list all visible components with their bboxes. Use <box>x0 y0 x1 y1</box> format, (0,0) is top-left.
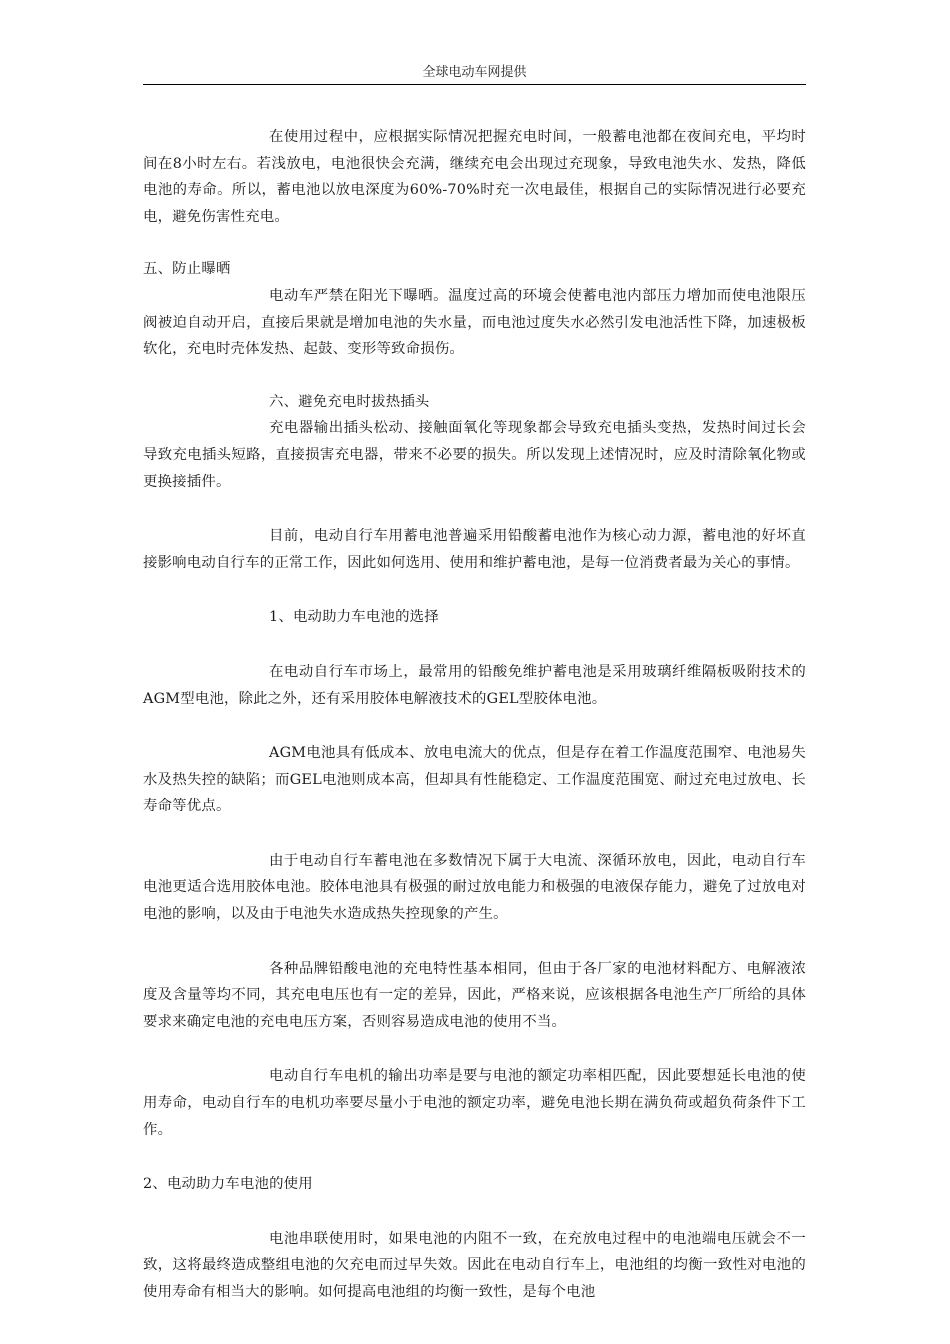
section-heading-battery-usage: 2、电动助力车电池的使用 <box>143 1176 313 1193</box>
paragraph-battery-intro: 目前，电动自行车用蓄电池普遍采用铅酸蓄电池作为核心动力源，蓄电池的好坏直接影响电动自行车的正常工作，因此如何选用、使用和维护蓄电池，是每一位消费者最为关心的事情。 <box>143 528 806 571</box>
paragraph-agm-vs-gel: AGM电池具有低成本、放电电流大的优点，但是存在着工作温度范围窄、电池易失水及热失控的缺陷；而GEL电池则成本高，但却具有性能稳定、工作温度范围宽、耐过充电过放电、长寿命等优点。 <box>143 745 806 815</box>
paragraph-hot-plug: 充电器输出插头松动、接触面氧化等现象都会导致充电插头变热，发热时间过长会导致充电插头短路，直接损害充电器，带来不必要的损失。所以发现上述情况时，应及时清除氧化物或更换接插件。 <box>143 420 806 490</box>
section-heading-battery-selection: 1、电动助力车电池的选择 <box>269 609 439 626</box>
paragraph-series-consistency: 电池串联使用时，如果电池的内阻不一致，在充放电过程中的电池端电压就会不一致，这将最终造成整组电池的欠充电而过早失效。因此在电动自行车上，电池组的均衡一致性对电池的使用寿命有相当大的影响。如何提高电池组的均衡一致性，是每个电池 <box>143 1230 806 1300</box>
page-header: 全球电动车网提供 <box>422 65 527 80</box>
header-divider <box>143 84 806 85</box>
paragraph-sun-exposure: 电动车严禁在阳光下曝晒。温度过高的环境会使蓄电池内部压力增加而使电池限压阀被迫自动开启，直接后果就是增加电池的失水量，而电池过度失水必然引发电池活性下降，加速极板软化，充电时壳体发热、起鼓、变形等致命损伤。 <box>143 287 806 358</box>
paragraph-motor-power: 电动自行车电机的输出功率是要与电池的额定功率相匹配，因此要想延长电池的使用寿命，电动自行车的电机功率要尽量小于电池的额定功率，避免电池长期在满负荷或超负荷条件下工作。 <box>143 1068 806 1138</box>
paragraph-charging-voltage: 各种品牌铅酸电池的充电特性基本相同，但由于各厂家的电池材料配方、电解液浓度及含量等均不同，其充电电压也有一定的差异，因此，严格来说，应该根据各电池生产厂所给的具体要求来确定电池的充电电压方案，否则容易造成电池的使用不当。 <box>143 960 806 1030</box>
section-heading-sun-exposure: 五、防止曝晒 <box>143 261 231 278</box>
section-heading-hot-plug: 六、避免充电时拔热插头 <box>269 393 430 410</box>
document-body <box>143 124 806 1306</box>
paragraph-agm-gel-types: 在电动自行车市场上，最常用的铅酸免维护蓄电池是采用玻璃纤维隔板吸附技术的AGM型电池，除此之外，还有采用胶体电解液技术的GEL型胶体电池。 <box>143 663 806 707</box>
paragraph-charging-time: 在使用过程中，应根据实际情况把握充电时间，一般蓄电池都在夜间充电，平均时间在8小时左右。若浅放电，电池很快会充满，继续充电会出现过充现象，导致电池失水、发热，降低电池的寿命。所以，蓄电池以放电深度为60%-70%时充一次电最佳，根据自己的实际情况进行必要充电，避免伤害性充电。 <box>143 129 806 225</box>
paragraph-gel-suitability: 由于电动自行车蓄电池在多数情况下属于大电流、深循环放电，因此，电动自行车电池更适合选用胶体电池。胶体电池具有极强的耐过放电能力和极强的电液保存能力，避免了过放电对电池的影响，以及由于电池失水造成热失控现象的产生。 <box>143 852 806 923</box>
